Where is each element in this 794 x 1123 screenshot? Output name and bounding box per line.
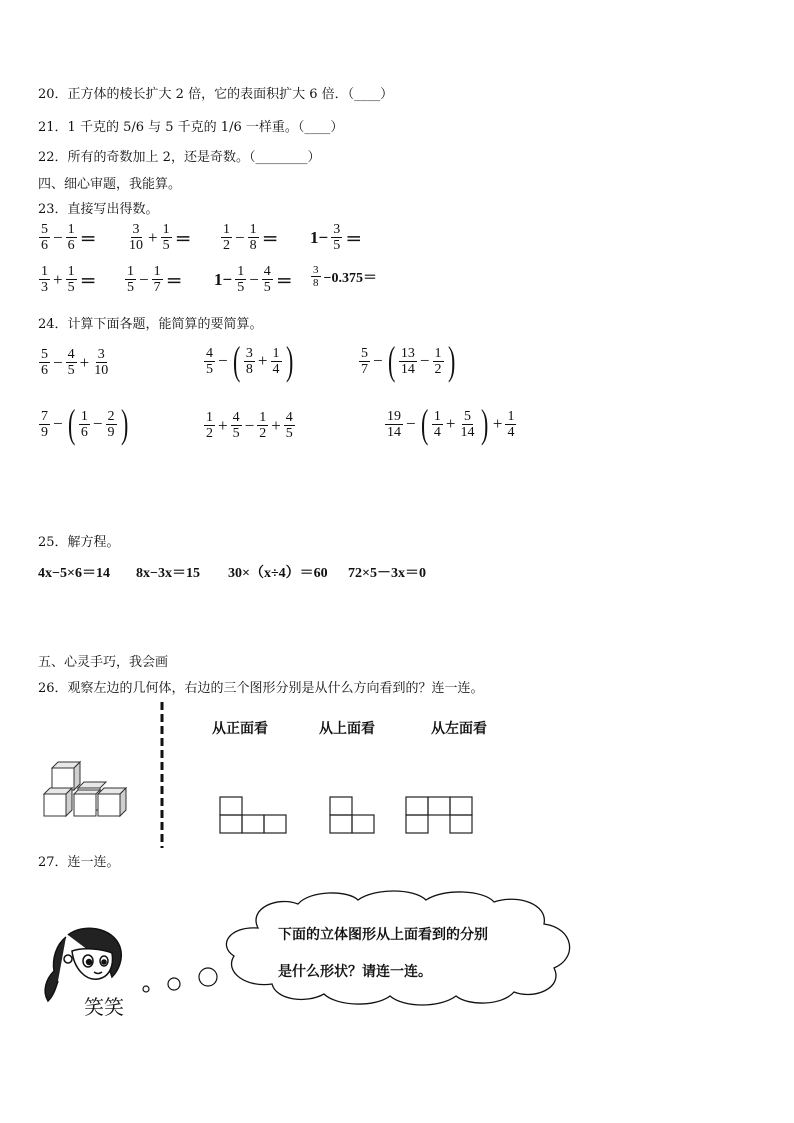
q23-r1c1: $\frac{5}{6}$ − $\frac{1}{6}$ ＝ <box>41 222 97 253</box>
section-5-heading: 五、心灵手巧，我会画 <box>38 655 169 670</box>
equation-1: 4x−5×6＝14 <box>38 566 110 581</box>
equation-2: 8x−3x＝15 <box>136 566 200 581</box>
question-23: 23．直接写出得数。 <box>38 202 159 217</box>
q23-r2c1: $\frac{1}{3}$ + $\frac{1}{5}$ ＝ <box>41 264 97 295</box>
speech-cloud <box>218 888 584 1006</box>
view-shape-2 <box>329 796 377 836</box>
question-26: 26．观察左边的几何体，右边的三个图形分别是从什么方向看到的？连一连。 <box>38 681 484 696</box>
question-22: 22．所有的奇数加上 2，还是奇数。（________） <box>38 150 321 165</box>
thought-bubbles <box>140 962 220 1002</box>
q24-expr-6: $\frac{19}{14}$ − ( $\frac{1}{4}$ + $\frac{5}{14}$ ) + $\frac{1}{4}$ <box>387 401 515 446</box>
q23-r2c4: $\frac{3}{8}$ −0.375＝ <box>313 264 377 289</box>
q24-expr-5: $\frac{1}{2}$ + $\frac{4}{5}$ − $\frac{1}{2}$ + $\frac{4}{5}$ <box>206 410 293 441</box>
label-left-view: 从左面看 <box>431 721 487 737</box>
question-20: 20．正方体的棱长扩大 2 倍，它的表面积扩大 6 倍．（____） <box>38 87 394 102</box>
q23-r1c4: 1− $\frac{3}{5}$ ＝ <box>310 222 363 253</box>
question-24: 24．计算下面各题，能简算的要简算。 <box>38 317 263 332</box>
q23-r1c3: $\frac{1}{2}$ − $\frac{1}{8}$ ＝ <box>223 222 279 253</box>
question-21: 21．1 千克的 5/6 与 5 千克的 1/6 一样重。（____） <box>38 120 344 135</box>
q24-expr-4: $\frac{7}{9}$ − ( $\frac{1}{6}$ − $\frac{2}{9}$ ) <box>41 401 128 446</box>
q23-r2c3: 1− $\frac{1}{5}$ − $\frac{4}{5}$ ＝ <box>214 264 293 295</box>
q24-expr-1: $\frac{5}{6}$ − $\frac{4}{5}$ + $\frac{3}{10}$ <box>41 347 109 378</box>
solid-figure-cubes <box>40 760 140 820</box>
view-shape-1 <box>219 796 289 836</box>
label-front-view: 从正面看 <box>212 721 268 737</box>
equation-3: 30×（x÷4）＝60 <box>228 566 328 581</box>
equation-4: 72×5－3x＝0 <box>348 566 426 581</box>
q24-expr-3: $\frac{5}{7}$ − ( $\frac{13}{14}$ − $\frac{1}{2}$ ) <box>361 338 455 383</box>
character-name-label: 笑笑 <box>84 995 124 1019</box>
view-shape-3 <box>405 796 475 836</box>
cloud-text-line-2: 是什么形状？请连一连。 <box>278 964 432 980</box>
cloud-text-line-1: 下面的立体图形从上面看到的分别 <box>278 927 488 943</box>
question-25: 25．解方程。 <box>38 535 120 550</box>
section-4-heading: 四、细心审题，我能算。 <box>38 177 182 192</box>
q23-r2c2: $\frac{1}{5}$ − $\frac{1}{7}$ ＝ <box>127 264 183 295</box>
q24-expr-2: $\frac{4}{5}$ − ( $\frac{3}{8}$ + $\frac{1}{4}$ ) <box>206 338 293 383</box>
dashed-divider <box>158 702 166 848</box>
q23-r1c2: $\frac{3}{10}$ + $\frac{1}{5}$ ＝ <box>129 222 192 253</box>
question-27: 27．连一连。 <box>38 855 120 870</box>
label-top-view: 从上面看 <box>319 721 375 737</box>
